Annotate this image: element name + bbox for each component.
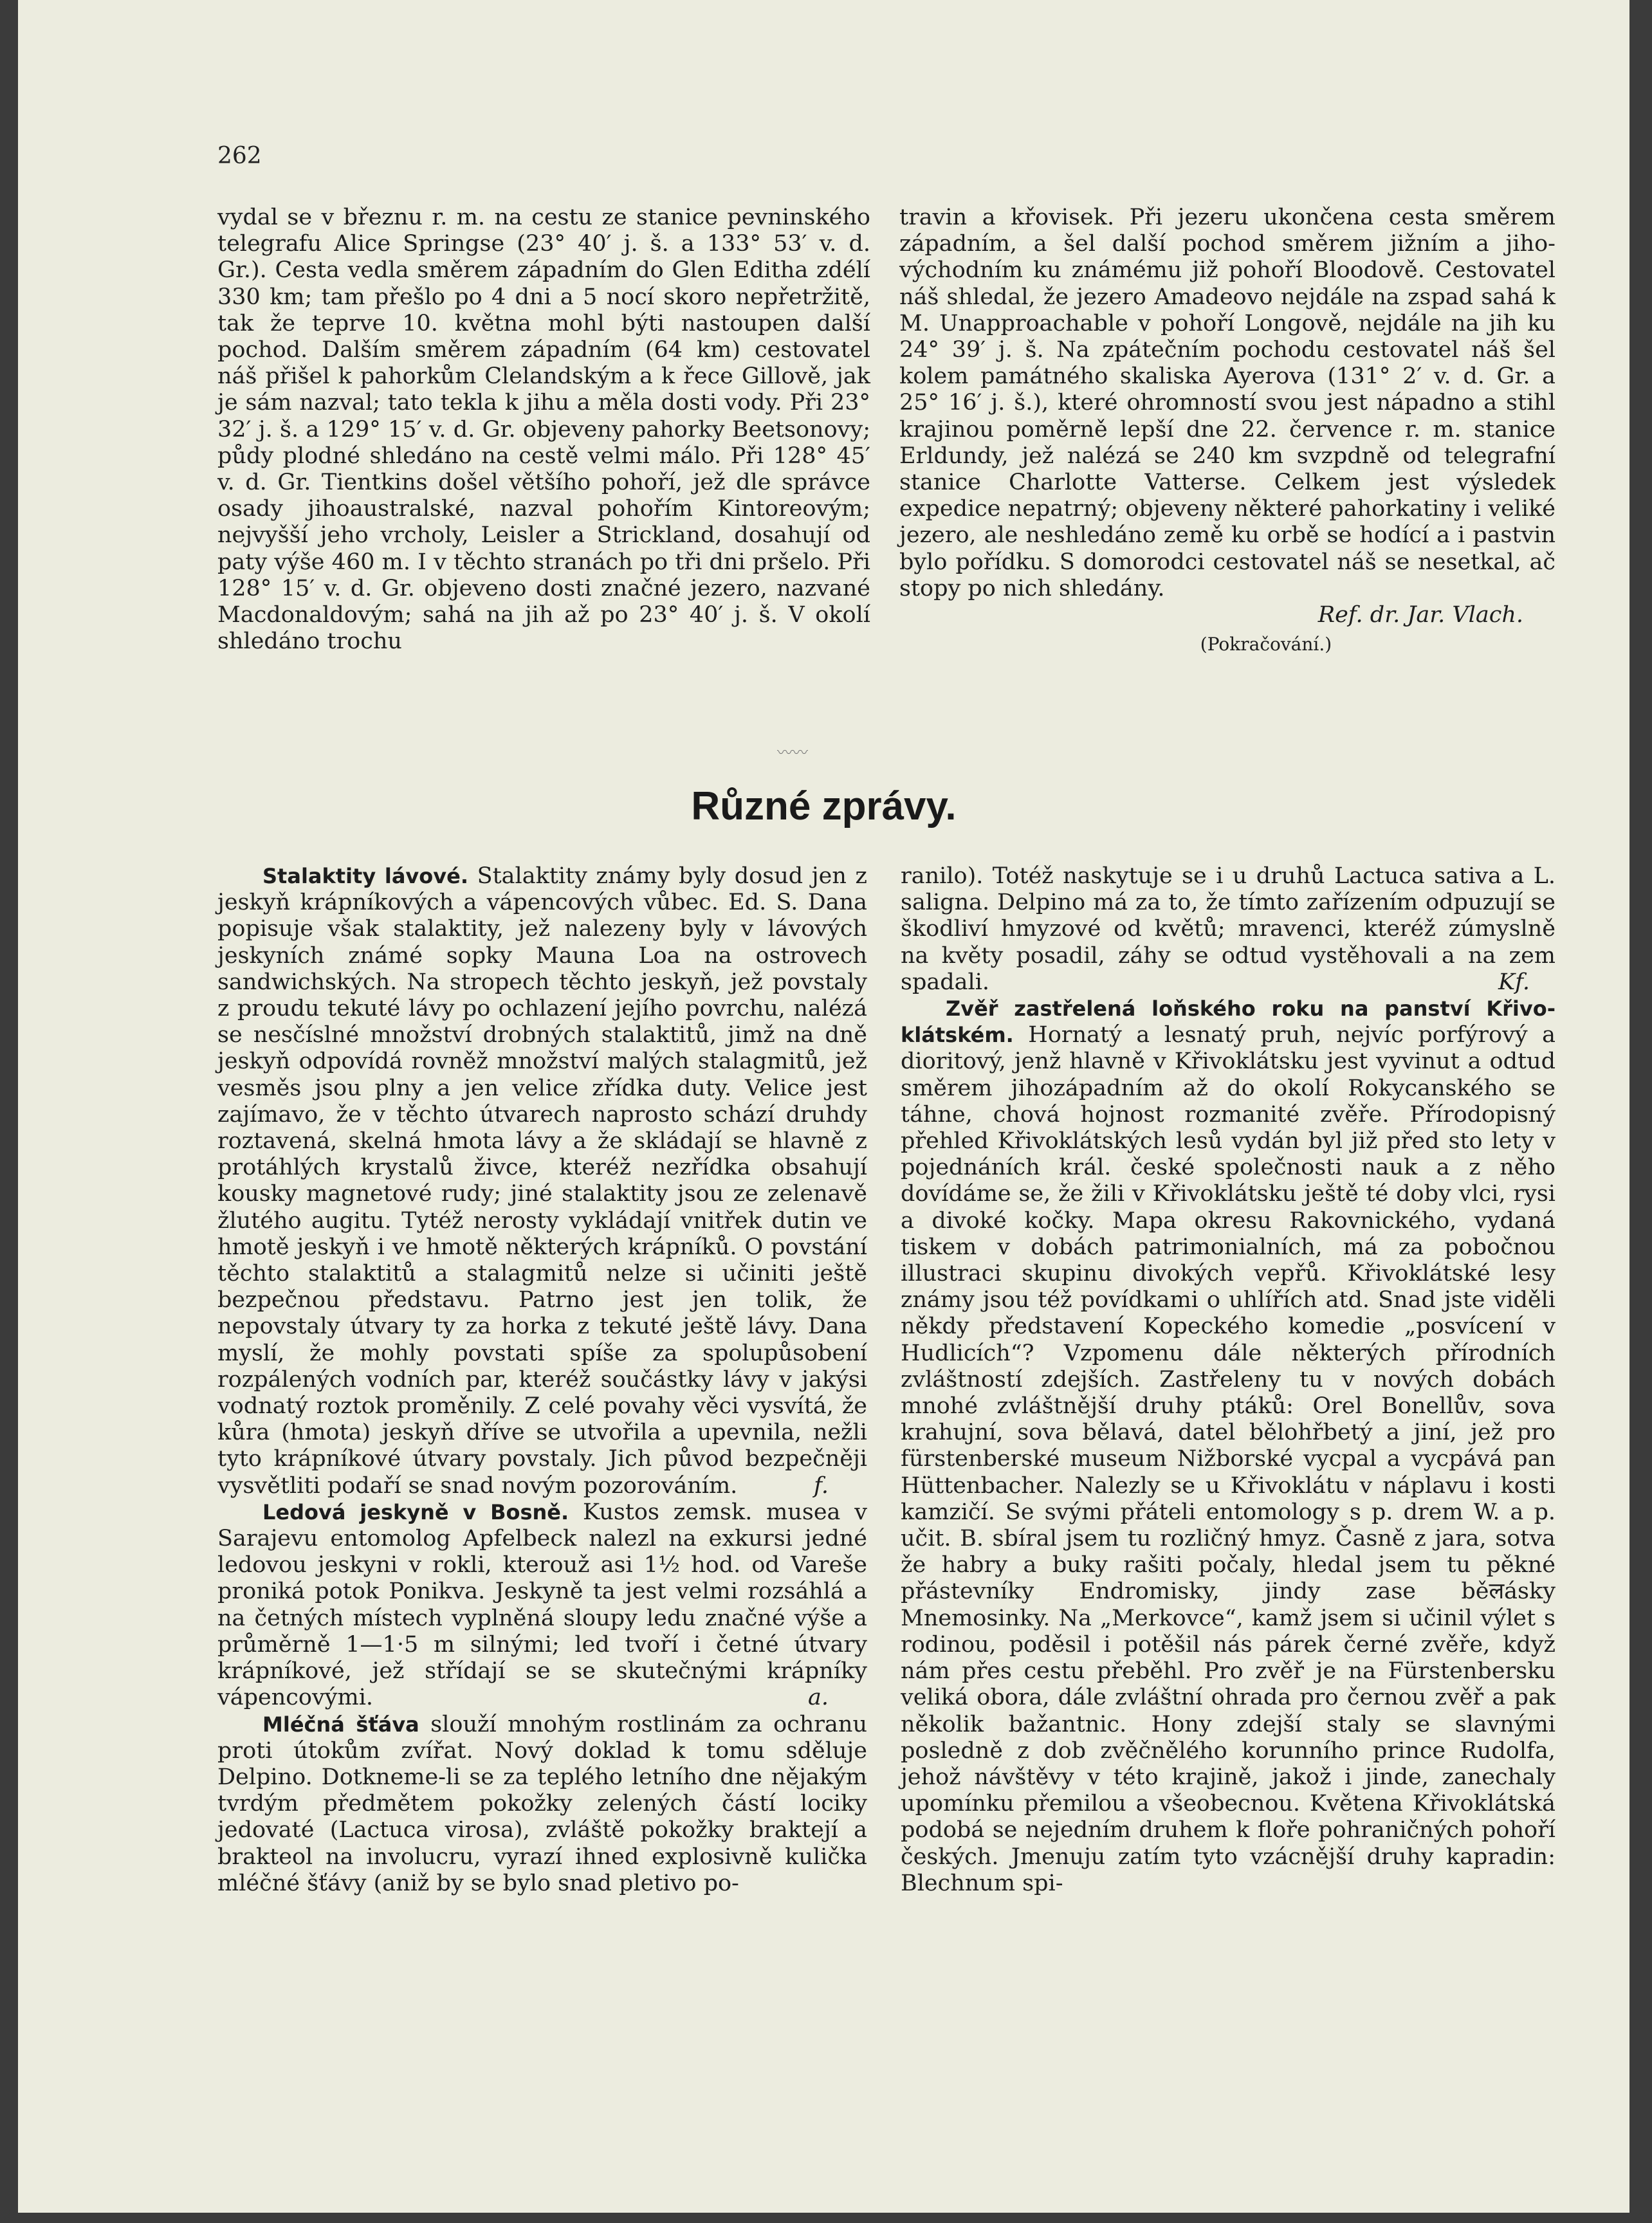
news-text: Hornatý a lesnatý pruh, nejvíc porfýrový a dioritový, jenž hlavně v Křivoklátsku jest vyvinut a odtud směrem jihozápadním až do okolí Rokycanského se táhne, chová hojnost rozmanité zvěře. Přírodopisný přehled Křivoklátských lesů vydán byl již před sto lety v pojednáních král. české společnosti nauk a z něho dovídáme se, že žili v Křivoklátsku ještě té doby vlci, rysi a divoké kočky. Mapa okresu Rakovnického, vydaná tiskem v dobách patrimonialních, má za pobočnou illustraci skupinu divokých vepřů. Křivoklátské lesy známy jsou též povídkami o uhlířích atd. Snad jste viděli někdy představení Kopeckého komedie „posvícení v Hudlicích“? Vzpomenu dále některých přírodních zvláštností zdejších. Zastřeleny tu v nových dobách mnohé zvláštnější druhy ptáků: Orel Bonellův, sova krahujní, sova bělavá, datel bělohřbetý a jiní, jež pro fürstenberské museum Nižborské vycpal a vycpává pan Hüttenbacher. Nalezly se u Křivoklátu v náplavu i kosti kamzičí. Se svými přáteli entomology s p. drem W. a p. učit. B. sbíral jsem tu rozličný hmyz. Časně z jara, sotva že habry a buky rašiti počaly, hledal jsem tu pěkné přástevníky Endromisky, jindy zase běलásky Mnemosinky. Na „Merkovce“, kamž jsem si učinil výlet s rodinou, poděsil i potěšil nás párek černé zvěře, když nám přes cestu přeběhl. Pro zvěř je na Fürstenbersku veliká obora, dále zvláštní ohrada pro černou zvěř a pak několik bažantnic. Hony zdejší staly se slavnými posledně z dob zvěčnělého korunního prince Rudolfa, jehož návštěvy v této krajině, jakož i jinde, zanechaly upomínku přemilou a všeobecnou. Květena Křivoklátská podobá se nejedním druhem k floře pohraničných pohoří českých. Jmenuju zatím tyto vzácnější druhy kapradin: Blechnum spi- [901, 1022, 1556, 1896]
news-signature: Kf. [1498, 969, 1530, 995]
news-signature: f. [814, 1472, 829, 1499]
news-text: slouží mnohým rostlinám za ochranu proti útokům zvířat. Nový doklad k tomu sděluje Delpino. Dotkneme-li se za teplého letního dne nějakým tvrdým předmětem pokožky zelených částí lociky jedovaté (Lactuca virosa), zvláště pokožky braktejí a brakteol na involucru, vyrazí ihned explosivně kulička mléčné šťávy (aniž by se bylo snad pletivo po- [217, 1711, 867, 1896]
article-text: travin a křovisek. Při jezeru ukončena cesta směrem západním, a šel další pochod směrem jižním a jihovýchodním ku známému již pohoří Bloodově. Cestovatel náš shledal, že jezero Amadeovo nejdále na zspad sahá k M. Unapproachable v pohoří Longově, nejdále na jih ku 24° 39′ j. š. Na zpátečním pochodu cestovatel náš šel kolem památného skaliska Ayerova (131° 2′ v. d. Gr. a 25° 16′ j. š.), které ohromností svou jest nápadno a stihl krajinou poměrně lepší dne 22. července r. m. stanice Erldundy, jež nalézá se 240 km svzpdně od telegrafní stanice Charlotte Vatterse. Celkem jest výsledek expedice nepatrný; objeveny některé pahorkatiny i veliké jezero, ale neshledáno země ku orbě se hodící a i pastvin bylo pořídku. S domorodci cestovatel náš se nesetkal, ač stopy po nich shledány. [899, 205, 1556, 601]
news-signature: a. [808, 1685, 829, 1711]
news-text: Kustos zemsk. musea v Sarajevu entomolog Apfelbeck nalezl na exkursi jedné ledovou jeskyni v rokli, kterouž asi 1½ hod. od Vareše proniká potok Ponikva. Jeskyně ta jest velmi rozsáhlá a na četných místech vyplněná sloupy ledu značné výše a průměrně 1—1·5 m silnými; led tvoří i četné útvary krápníkové, jež střídají se se skutečnými krápníky vápencovými. [217, 1499, 867, 1711]
news-item [901, 863, 1556, 996]
news-item [217, 1499, 867, 1712]
article-text: vydal se v březnu r. m. na cestu ze stanice pevninského telegrafu Alice Springse (23° 40′ j. š. a 133° 53′ v. d. Gr.). Cesta vedla směrem západním do Glen Editha zdélí 330 km; tam přešlo po 4 dni a 5 nocí skoro nepřetržitě, tak že teprve 10. května mohl býti nastoupen další pochod. Dalším směrem západním (64 km) cestovatel náš přišel k pahorkům Clelandským a k řece Gillově, jak je sám nazval; tato tekla k jihu a měla dosti vody. Při 23° 32′ j. š. a 129° 15′ v. d. Gr. objeveny pahorky Beetsonovy; půdy plodné shledáno na cestě velmi málo. Při 128° 45′ v. d. Gr. Tientkins došel většího pohoří, jež dle správce osady jihoaustralské, nazval pohořím Kintoreovým; nejvyšší jeho vrcholy, Leisler a Strickland, dosahují od paty výše 460 m. I v těchto stranách po tři dni pršelo. Při 128° 15′ v. d. Gr. objeveno dosti značné jezero, nazvané Macdonaldovým; sahá na jih až po 23° 40′ j. š. V okolí shledáno trochu [217, 205, 870, 655]
news-heading: Stalaktity lávové. [262, 864, 468, 888]
news-item [217, 1712, 867, 1897]
news-item [217, 863, 867, 1499]
article-top-right-column [899, 205, 1556, 657]
news-right-column [901, 863, 1556, 1897]
news-heading: Mléčná šťáva [262, 1712, 419, 1737]
news-item [901, 996, 1556, 1897]
news-heading: Ledová jeskyně v Bosně. [262, 1499, 569, 1524]
signature: Ref. dr. Jar. Vlach. [1317, 602, 1523, 628]
news-text: Stalaktity známy byly dosud jen z jeskyň krápníkových a vápencových vůbec. Ed. S. Dana popisuje však stalaktity, jež nalezeny byly v lávových jeskyních známé sopky Mauna Loa na ostrovech sandwichských. Na stropech těchto jeskyň, jež povstaly z proudu tekuté lávy po ochlazení jejího povrchu, nalézá se nesčíslné množství drobných stalaktitů, jimž na dně jeskyň odpovídá rovněž množství malých stalagmitů, jež vesměs jsou plny a jen velice zřídka duty. Velice jest zajímavo, že v těchto útvarech naprosto schází druhdy roztavená, skelná hmota lávy a že skládají se hlavně z protáhlých krystalů živce, kteréž nezřídka obsahují kousky magnetové rudy; jiné stalaktity jsou ze zelenavě žlutého augitu. Tytéž nerosty vykládají vnitřek dutin ve hmotě jeskyň i ve hmotě některých krápníků. O povstání těchto stalaktitů a stalagmitů nelze si učiniti ještě bezpečnou představu. Patrno jest jen tolik, že nepovstaly útvary ty za horka z tekuté ještě lávy. Dana myslí, že mohly povstati spíše za spolupůsobení rozpálených vodních par, kteréž součástky lávy v jakýsi vodnatý roztok proměnily. Z celé povahy věci vysvítá, že kůra (hmota) jeskyň dříve se utvořila a upevnila, nežli tyto krápníkové útvary povstaly. Jich původ bezpečněji vysvětliti podaří se snad novým pozorováním. [217, 863, 867, 1499]
page-number: 262 [217, 143, 262, 169]
article-top-left-column [217, 205, 870, 655]
news-text: ranilo). Totéž naskytuje se i u druhů Lactuca sativa a L. saligna. Delpino má za to, že tímto zařízením odpuzují se škodliví hmyzové od květů; mravenci, kteréž zúmyslně na květy posadil, záhy se odtud vystěhovali a na zem spadali. [901, 863, 1556, 995]
divider-ornament: 〰〰 [777, 744, 808, 762]
news-heading: Zvěř zastřelená loňského roku na panství Křivoklátském. [901, 996, 1556, 1048]
section-title: Různé zprávy. [691, 784, 957, 828]
news-left-column [217, 863, 867, 1897]
continuation-note: (Pokračování.) [1200, 634, 1332, 655]
journal-page [18, 0, 1629, 2213]
